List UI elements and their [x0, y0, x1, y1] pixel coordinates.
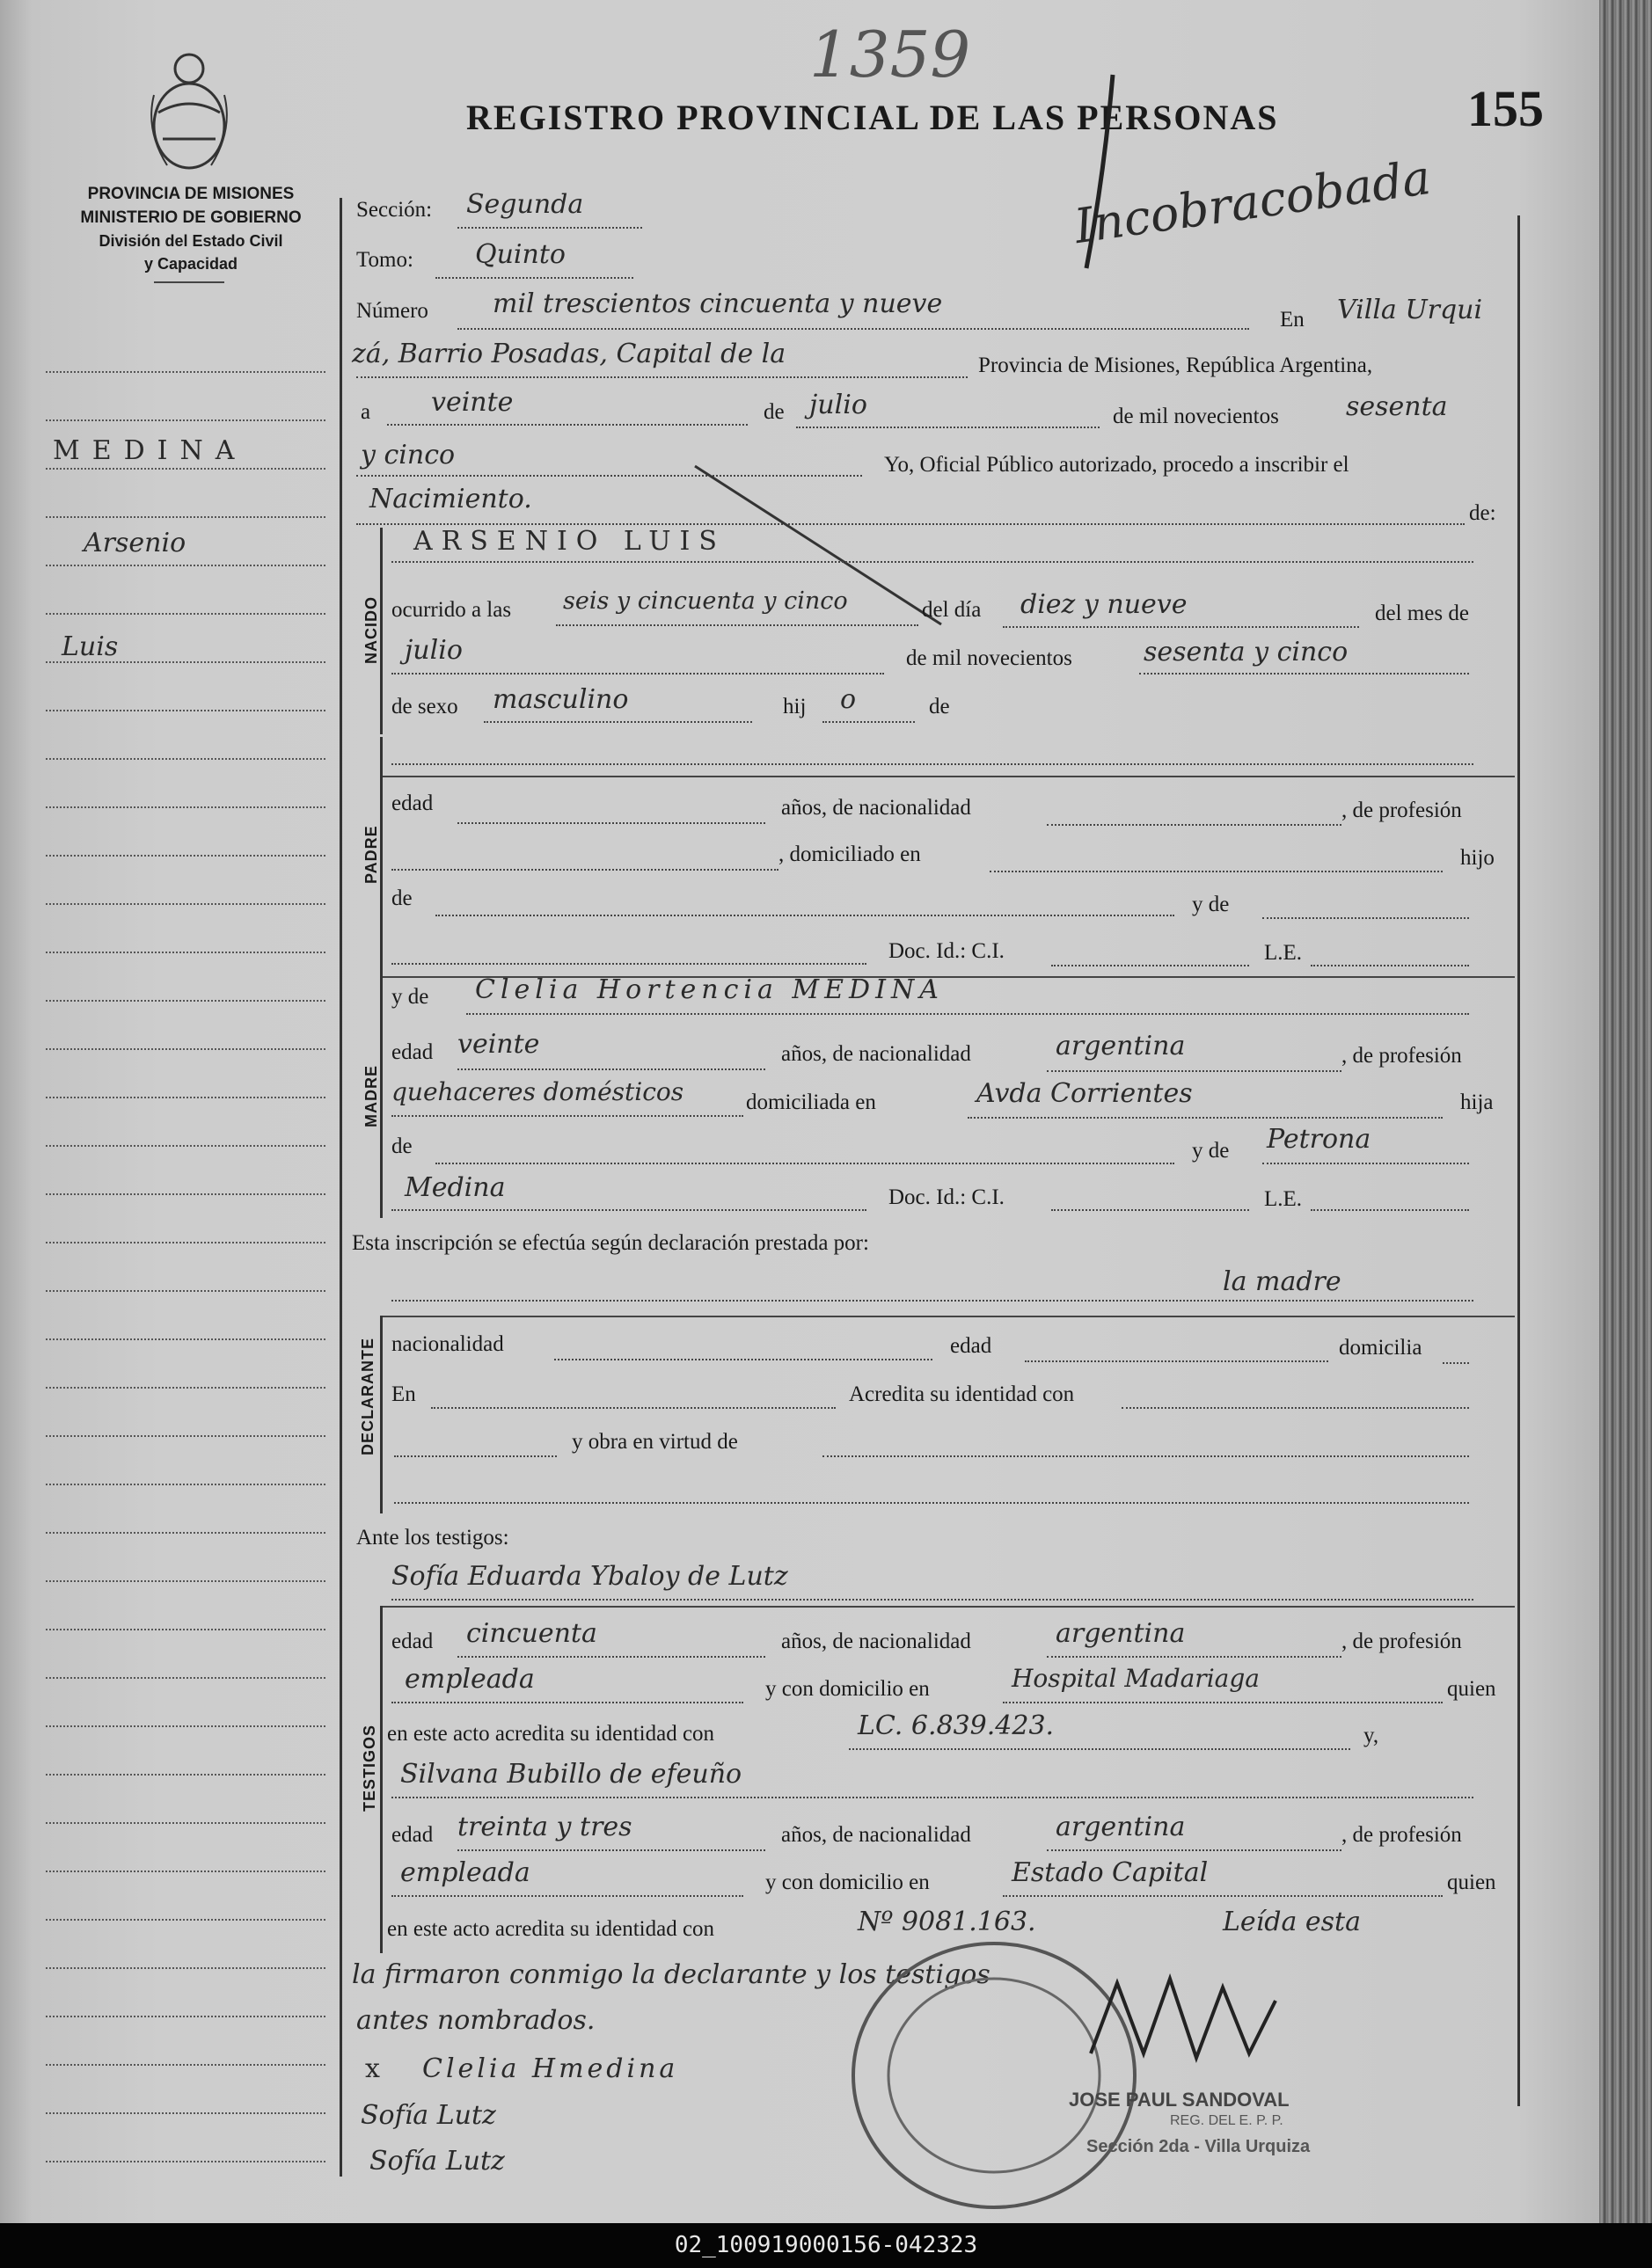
padre-anos-label: años, de nacionalidad — [781, 796, 971, 820]
anio-value-2: y cinco — [361, 440, 456, 470]
de-colon-label: de: — [1469, 501, 1496, 525]
t2-edad-label: edad — [391, 1823, 434, 1847]
province-name: PROVINCIA DE MISIONES — [87, 185, 295, 203]
numero-label: Número — [356, 299, 428, 323]
registration-stamp: Incobracobada — [1071, 149, 1435, 255]
tomo-value: Quinto — [475, 239, 566, 270]
madre-le-label: L.E. — [1264, 1187, 1303, 1211]
t1-quien-label: quien — [1447, 1677, 1496, 1701]
padre-domiciliado-label: , domiciliado en — [778, 842, 921, 866]
padre-le-label: L.E. — [1264, 941, 1303, 965]
declarante-value: la madre — [1223, 1266, 1341, 1297]
t2-acredita-label: en este acto acredita su identidad con — [387, 1917, 715, 1941]
t1-domicilio-label: y con domicilio en — [765, 1677, 930, 1701]
nombre-value: ARSENIO LUIS — [413, 526, 726, 557]
declarante-rule — [380, 1316, 383, 1513]
madre-ap-value: Medina — [405, 1172, 506, 1203]
del-dia-label: del día — [922, 598, 982, 622]
division-line-1: División del Estado Civil — [99, 232, 283, 250]
hij-label: hij — [783, 695, 807, 718]
padre-hijo-label: hijo — [1460, 846, 1495, 870]
margin-name-1: Arsenio — [84, 528, 186, 558]
declarante-acredita-label: Acredita su identidad con — [849, 1382, 1075, 1406]
coat-of-arms-icon — [141, 42, 238, 174]
page-number: 155 — [1467, 80, 1544, 137]
a-label: a — [361, 400, 371, 424]
madre-y-de-label: y de — [391, 985, 429, 1009]
nacido-section-label: NACIDO — [362, 596, 380, 664]
seal-line-3: Sección 2da - Villa Urquiza — [1086, 2137, 1311, 2156]
cierre-value-3: antes nombrados. — [356, 2005, 596, 2036]
madre-edad-value: veinte — [457, 1029, 540, 1060]
lugar-value: zá, Barrio Posadas, Capital de la — [352, 339, 786, 369]
hora-value: seis y cincuenta y cinco — [563, 587, 848, 615]
book-edge — [1599, 0, 1652, 2223]
handwritten-stroke — [1078, 70, 1130, 273]
t1-nac-value: argentina — [1056, 1618, 1186, 1649]
declarante-obra-label: y obra en virtud de — [572, 1430, 738, 1454]
firma-2: Sofía Lutz — [361, 2100, 496, 2131]
t2-edad-value: treinta y tres — [457, 1812, 632, 1842]
t2-doc-value: Nº 9081.163. — [858, 1907, 1036, 1937]
t1-anos-label: años, de nacionalidad — [781, 1630, 971, 1653]
madre-edad-label: edad — [391, 1040, 434, 1064]
t1-y-label: y, — [1363, 1724, 1379, 1747]
declarante-domicilia-label: domicilia — [1339, 1336, 1422, 1360]
t1-profesion-label: , de profesión — [1341, 1630, 1462, 1653]
seccion-label: Sección: — [356, 198, 433, 222]
cierre-value-1: Leída esta — [1223, 1907, 1361, 1937]
mes-value: julio — [809, 390, 867, 420]
testigos-section-label: TESTIGOS — [361, 1724, 378, 1812]
t2-anos-label: años, de nacionalidad — [781, 1823, 971, 1847]
cierre-value-2: la firmaron conmigo la declarante y los testigos — [352, 1959, 990, 1990]
madre-prof-value: quehaceres domésticos — [391, 1077, 684, 1106]
declaracion-label: Esta inscripción se efectúa según declaración prestada por: — [352, 1231, 869, 1255]
declarante-section-label: DECLARANTE — [359, 1338, 376, 1455]
dia-value: veinte — [431, 387, 514, 418]
t1-prof-value: empleada — [405, 1664, 535, 1695]
declarante-edad-label: edad — [950, 1334, 992, 1358]
testigos-rule — [380, 1606, 383, 1953]
t1-nombre-value: Sofía Eduarda Ybaloy de Lutz — [391, 1561, 788, 1592]
dia-nac-value: diez y nueve — [1020, 589, 1188, 620]
margin-rule — [340, 198, 342, 2177]
tomo-label: Tomo: — [356, 248, 413, 272]
handwritten-number: 1359 — [809, 18, 971, 91]
madre-padre-value: Petrona — [1267, 1124, 1371, 1155]
en-value: Villa Urqui — [1337, 295, 1483, 325]
acto-value: Nacimiento. — [369, 484, 532, 514]
t2-dom-value: Estado Capital — [1012, 1857, 1209, 1888]
padre-profesion-label: , de profesión — [1341, 799, 1462, 822]
numero-value: mil trescientos cincuenta y nueve — [493, 288, 943, 319]
t2-domicilio-label: y con domicilio en — [765, 1871, 930, 1894]
de-mil-novecientos-label: de mil novecientos — [906, 646, 1072, 670]
margin-name-2: Luis — [62, 631, 119, 662]
t1-edad-value: cincuenta — [466, 1618, 597, 1649]
margin-surname: MEDINA — [53, 435, 247, 466]
firma-3: Sofía Lutz — [369, 2146, 505, 2177]
anio-nac-value: sesenta y cinco — [1144, 637, 1349, 667]
firma-1: Clelia Hmedina — [422, 2053, 679, 2084]
declarante-nacionalidad-label: nacionalidad — [391, 1332, 504, 1356]
provincia-label: Provincia de Misiones, República Argentina, — [978, 354, 1373, 377]
t1-doc-value: LC. 6.839.423. — [858, 1710, 1055, 1741]
anio-value-1: sesenta — [1346, 391, 1448, 422]
seccion-value: Segunda — [466, 189, 584, 220]
footer-identifier: 02_100919000156-042323 — [0, 2223, 1652, 2268]
de-label: de — [764, 400, 785, 424]
del-mes-label: del mes de — [1375, 602, 1469, 625]
ministry-name: MINISTERIO DE GOBIERNO — [80, 208, 302, 227]
right-rule — [1517, 215, 1520, 2106]
padre-y-de-label: y de — [1192, 893, 1230, 916]
seal-line-2: REG. DEL E. P. P. — [1170, 2113, 1283, 2128]
firma-prefix: x — [365, 2053, 380, 2084]
divider — [154, 281, 224, 283]
madre-hija-label: hija — [1460, 1090, 1494, 1114]
madre-profesion-label: , de profesión — [1341, 1044, 1462, 1068]
padre-edad-label: edad — [391, 791, 434, 815]
seal-name: JOSE PAUL SANDOVAL — [1069, 2089, 1290, 2111]
de-nacido-label: de — [929, 695, 950, 718]
t2-nac-value: argentina — [1056, 1812, 1186, 1842]
t1-dom-value: Hospital Madariaga — [1012, 1664, 1260, 1693]
madre-section-label: MADRE — [362, 1065, 380, 1127]
mil-novecientos-label: de mil novecientos — [1113, 405, 1279, 428]
t1-acredita-label: en este acto acredita su identidad con — [387, 1722, 715, 1746]
page-title: REGISTRO PROVINCIAL DE LAS PERSONAS — [466, 98, 1279, 137]
official-signature — [1082, 1965, 1293, 2071]
padre-doc-label: Doc. Id.: C.I. — [888, 939, 1005, 963]
declarante-en-label: En — [391, 1382, 416, 1406]
t2-profesion-label: , de profesión — [1341, 1823, 1462, 1847]
en-label: En — [1280, 308, 1305, 332]
mes-nac-value: julio — [405, 635, 463, 666]
ocurrido-label: ocurrido a las — [391, 598, 512, 622]
madre-doc-label: Doc. Id.: C.I. — [888, 1185, 1005, 1209]
madre-domiciliada-label: domiciliada en — [746, 1090, 876, 1114]
division-line-2: y Capacidad — [143, 255, 238, 273]
de-sexo-label: de sexo — [391, 695, 458, 718]
hij-value: o — [840, 684, 857, 715]
t2-quien-label: quien — [1447, 1871, 1496, 1894]
oficial-label: Yo, Oficial Público autorizado, procedo a inscribir el — [884, 453, 1349, 477]
madre-de-label: de — [391, 1134, 413, 1158]
padre-de-label: de — [391, 886, 413, 910]
sexo-value: masculino — [493, 684, 629, 715]
t2-prof-value: empleada — [400, 1857, 530, 1888]
madre-dom-value: Avda Corrientes — [976, 1078, 1193, 1109]
t1-edad-label: edad — [391, 1630, 434, 1653]
madre-nombre-value: Clelia Hortencia MEDINA — [475, 974, 944, 1005]
madre-y-de-2-label: y de — [1192, 1139, 1230, 1163]
t2-nombre-value: Silvana Bubillo de efeuño — [400, 1759, 742, 1790]
padre-section-label: PADRE — [362, 825, 380, 884]
madre-anos-label: años, de nacionalidad — [781, 1042, 971, 1066]
madre-nac-value: argentina — [1056, 1031, 1186, 1061]
testigos-label: Ante los testigos: — [356, 1526, 509, 1550]
